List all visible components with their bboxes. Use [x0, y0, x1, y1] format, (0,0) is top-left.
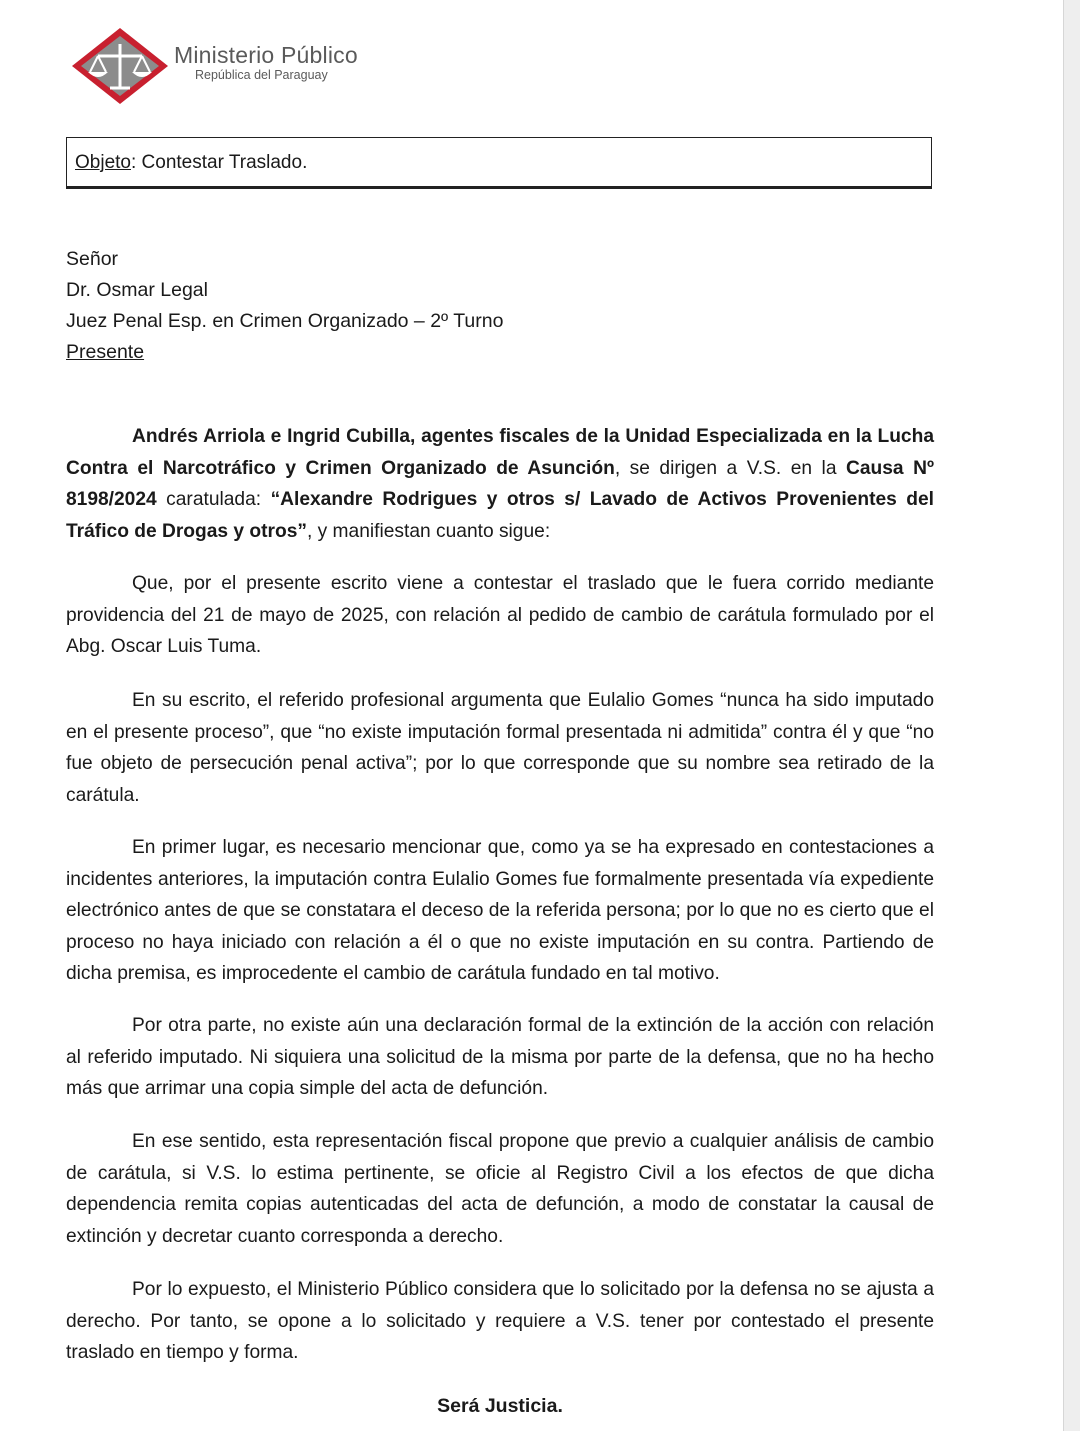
paragraph-7-text: Por lo expuesto, el Ministerio Público considera que lo solicitado por la defensa no se ajusta a derecho. Por tanto, se opone a lo solicitado y requiere a V.S. tener por contestado el presente traslado en tiempo y forma.: [66, 1279, 934, 1363]
paragraph-6: [66, 1126, 934, 1252]
paragraph-3: [66, 685, 934, 811]
paragraph-4-text: En primer lugar, es necesario mencionar que, como ya se ha expresado en contestaciones a incidentes anteriores, la imputación contra Eulalio Gomes fue formalmente presentada vía expediente electrónico antes de que se constatara el deceso de la referida persona; por lo que no es cierto que el proceso no haya iniciado con relación a él o que no existe imputación en su contra. Partiendo de dicha premisa, es improcedente el cambio de carátula fundado en tal motivo.: [66, 837, 934, 984]
closing-line: [0, 1393, 1000, 1419]
org-subtitle: República del Paraguay: [195, 68, 328, 82]
paragraph-5-text: Por otra parte, no existe aún una declaración formal de la extinción de la acción con relación al referido imputado. Ni siquiera una solicitud de la misma por parte de la defensa, que no ha hecho más que arrimar una copia simple del acta de defunción.: [66, 1015, 934, 1099]
paragraph-7: [66, 1274, 934, 1369]
p1-mid2: caratulada:: [156, 489, 271, 510]
causa-number: Causa Nº 8198/2024: [66, 457, 934, 510]
paragraph-1: [66, 421, 934, 547]
objeto-value: : Contestar Traslado.: [130, 152, 308, 173]
recipient-title: Juez Penal Esp. en Crimen Organizado – 2º Turno: [66, 310, 504, 332]
paragraph-5: [66, 1010, 934, 1105]
paragraph-6-text: En ese sentido, esta representación fiscal propone que previo a cualquier análisis de cambio de carátula, si V.S. lo estima pertinente, se oficie al Registro Civil a los efectos de que dicha dependencia remita copias autenticadas del acta de defunción, a modo de constatar la causal de extinción y decretar cuanto corresponda a derecho.: [66, 1131, 934, 1247]
caratula: “Alexandre Rodrigues y otros s/ Lavado de Activos Provenientes del Tráfico de Drogas y otros”: [66, 489, 934, 542]
objeto-label: Objeto: [75, 152, 131, 173]
paragraph-4: [66, 832, 934, 990]
fiscal-names: Andrés Arriola e Ingrid Cubilla, agentes fiscales de la Unidad Especializada en la Lucha Contra el Narcotráfico y Crimen Organizado de Asunción: [66, 426, 934, 479]
paragraph-3-text: En su escrito, el referido profesional argumenta que Eulalio Gomes “nunca ha sido imputado en el presente proceso”, que “no existe imputación formal presentada ni admitida” contra él y que “no fue objeto de persecución penal activa”; por lo que corresponde que su nombre sea retirado de la carátula.: [66, 690, 934, 806]
recipient-presente: Presente: [66, 341, 145, 363]
paragraph-2-text: Que, por el presente escrito viene a contestar el traslado que le fuera corrido mediante providencia del 21 de mayo de 2025, con relación al pedido de cambio de carátula formulado por el Abg. Oscar Luis Tuma.: [66, 573, 934, 657]
recipient-salutation: Señor: [66, 248, 119, 270]
page-edge: [1063, 0, 1080, 1431]
p1-mid: , se dirigen a V.S. en la: [614, 457, 846, 479]
scales-of-justice-icon: [70, 26, 174, 106]
paragraph-2: [66, 568, 934, 663]
recipient-name: Dr. Osmar Legal: [66, 279, 208, 301]
org-name: Ministerio Público: [174, 42, 358, 68]
objeto-box: [66, 137, 932, 189]
ministerio-publico-logo: [70, 26, 390, 106]
p1-end: , y manifiestan cuanto sigue:: [306, 520, 551, 542]
closing-text: Será Justicia.: [437, 1395, 563, 1417]
